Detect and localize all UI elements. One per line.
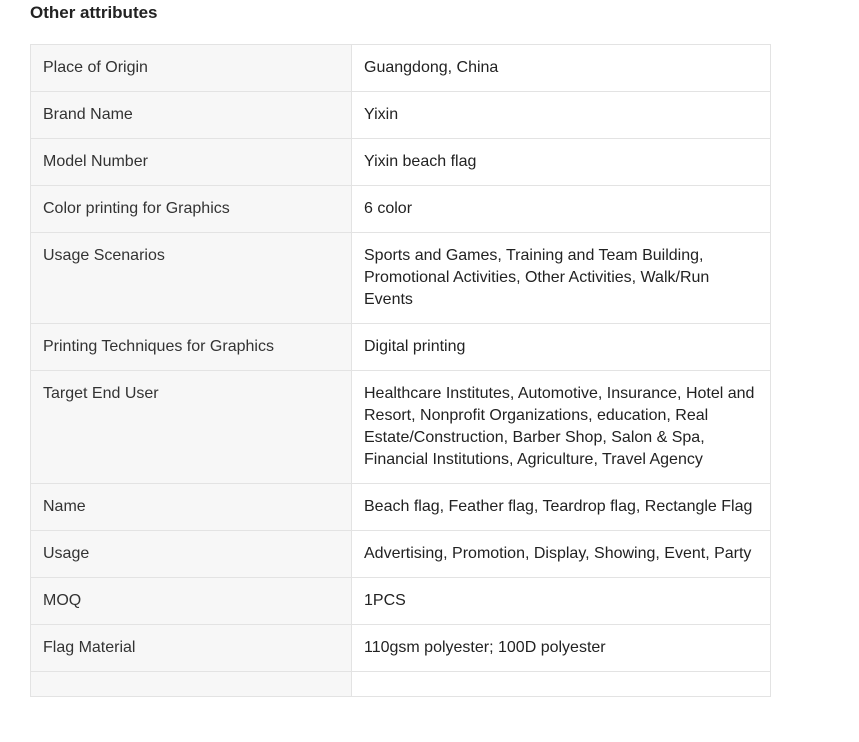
attribute-value: 6 color bbox=[352, 186, 771, 233]
attribute-label: Printing Techniques for Graphics bbox=[31, 324, 352, 371]
attribute-label: Target End User bbox=[31, 371, 352, 484]
attribute-value: 110gsm polyester; 100D polyester bbox=[352, 625, 771, 672]
table-row bbox=[31, 578, 771, 625]
attribute-value: Beach flag, Feather flag, Teardrop flag, Rectangle Flag bbox=[352, 484, 771, 531]
attribute-value: Yixin beach flag bbox=[352, 139, 771, 186]
table-row bbox=[31, 672, 771, 697]
table-row bbox=[31, 371, 771, 484]
table-row bbox=[31, 45, 771, 92]
table-row bbox=[31, 92, 771, 139]
attribute-value: Sports and Games, Training and Team Building, Promotional Activities, Other Activities, Walk/Run Events bbox=[352, 233, 771, 324]
table-row bbox=[31, 625, 771, 672]
attribute-label: Flag Material bbox=[31, 625, 352, 672]
attribute-label bbox=[31, 672, 352, 697]
attribute-value: Advertising, Promotion, Display, Showing, Event, Party bbox=[352, 531, 771, 578]
attribute-label: Place of Origin bbox=[31, 45, 352, 92]
attribute-label: Color printing for Graphics bbox=[31, 186, 352, 233]
attribute-label: MOQ bbox=[31, 578, 352, 625]
attribute-label: Brand Name bbox=[31, 92, 352, 139]
section-title: Other attributes bbox=[30, 3, 158, 22]
attribute-value: Digital printing bbox=[352, 324, 771, 371]
attribute-value: Guangdong, China bbox=[352, 45, 771, 92]
attributes-table bbox=[30, 44, 771, 697]
table-row bbox=[31, 139, 771, 186]
attribute-label: Name bbox=[31, 484, 352, 531]
attribute-label: Usage Scenarios bbox=[31, 233, 352, 324]
table-row bbox=[31, 531, 771, 578]
table-row bbox=[31, 484, 771, 531]
attributes-table-body bbox=[31, 45, 771, 697]
attribute-value: Yixin bbox=[352, 92, 771, 139]
attribute-label: Usage bbox=[31, 531, 352, 578]
attribute-value: 1PCS bbox=[352, 578, 771, 625]
table-row bbox=[31, 186, 771, 233]
attribute-value bbox=[352, 672, 771, 697]
attribute-value: Healthcare Institutes, Automotive, Insurance, Hotel and Resort, Nonprofit Organizations, education, Real Estate/Construction, Barber Shop, Salon & Spa, Financial Institutions, Agriculture, Travel Agency bbox=[352, 371, 771, 484]
attribute-label: Model Number bbox=[31, 139, 352, 186]
table-row bbox=[31, 233, 771, 324]
table-row bbox=[31, 324, 771, 371]
